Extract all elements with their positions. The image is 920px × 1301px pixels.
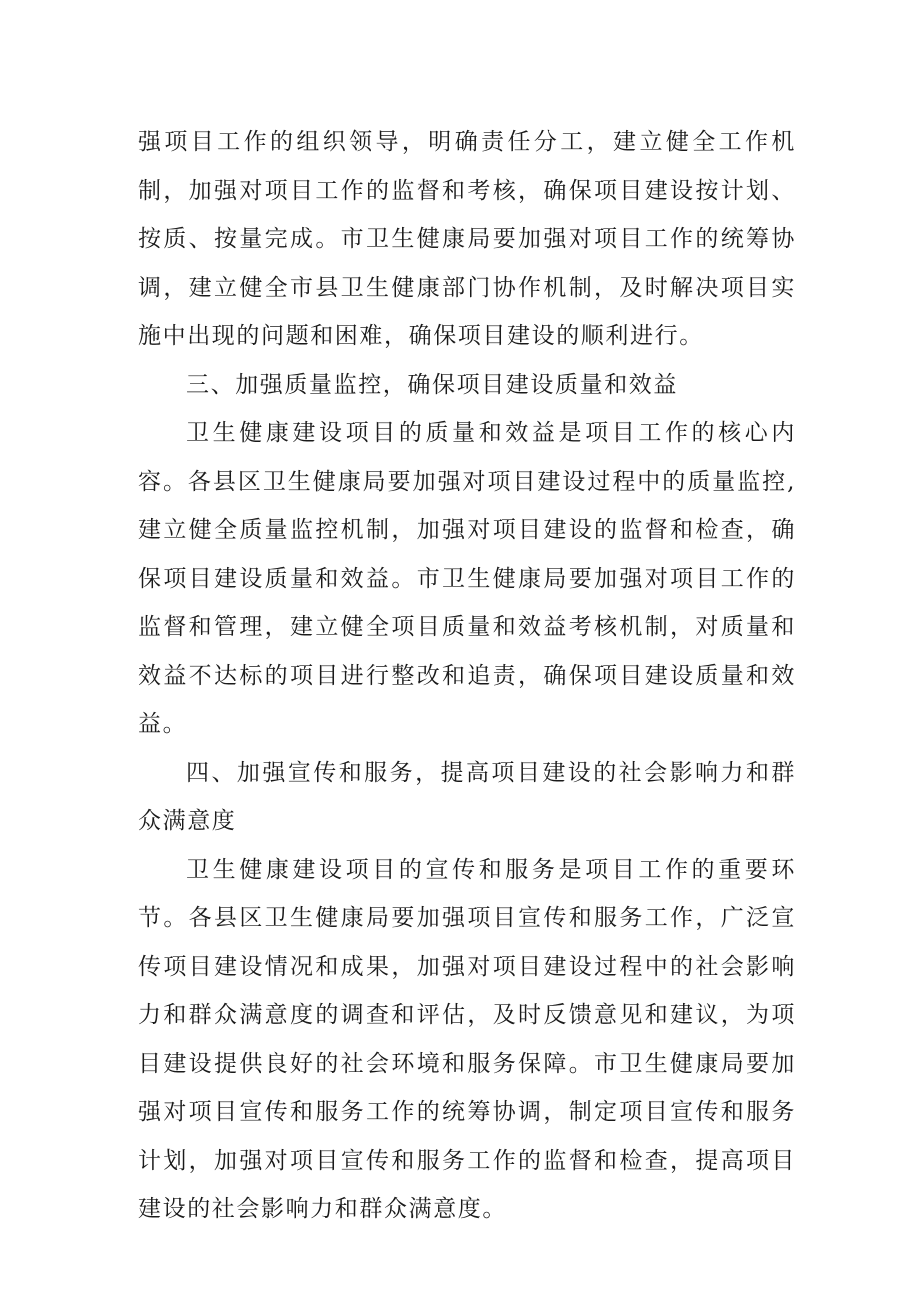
paragraph-continuation: 强项目工作的组织领导，明确责任分工，建立健全工作机制，加强对项目工作的监督和考核，确保项目建设按计划、按质、按量完成。市卫生健康局要加强对项目工作的统筹协调，建立健全市县卫生健康部门协作机制，及时解决项目实施中出现的问题和困难，确保项目建设的顺利进行。: [138, 129, 796, 349]
paragraph-publicity: 卫生健康建设项目的宣传和服务是项目工作的重要环节。各县区卫生健康局要加强项目宣传和服务工作，广泛宣传项目建设情况和成果，加强对项目建设过程中的社会影响力和群众满意度的调查和评估，及时反馈意见和建议，为项目建设提供良好的社会环境和服务保障。市卫生健康局要加强对项目宣传和服务工作的统筹协调，制定项目宣传和服务计划，加强对项目宣传和服务工作的监督和检查，提高项目建设的社会影响力和群众满意度。: [138, 856, 796, 1222]
section-heading-4: 四、加强宣传和服务，提高项目建设的社会影响力和群众满意度: [138, 759, 796, 834]
paragraph-quality: 卫生健康建设项目的质量和效益是项目工作的核心内容。各县区卫生健康局要加强对项目建设过程中的质量监控,建立健全质量监控机制，加强对项目建设的监督和检查，确保项目建设质量和效益。市卫生健康局要加强对项目工作的监督和管理，建立健全项目质量和效益考核机制，对质量和效益不达标的项目进行整改和追责，确保项目建设质量和效益。: [138, 420, 796, 737]
document-body: [138, 118, 796, 1234]
section-heading-3: 三、加强质量监控，确保项目建设质量和效益: [186, 371, 678, 398]
